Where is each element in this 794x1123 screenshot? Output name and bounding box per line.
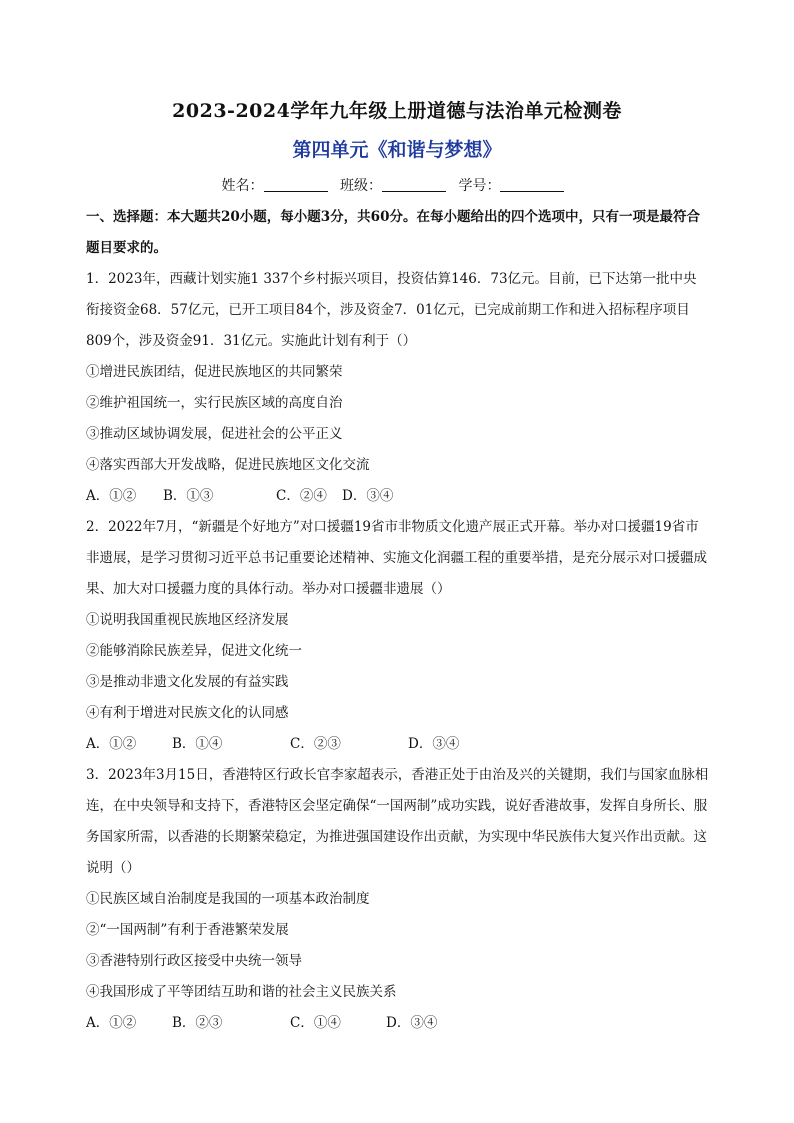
option-a: A．①② — [86, 1015, 137, 1031]
option-a: A．①② — [86, 488, 137, 504]
statement-item: ④我国形成了平等团结互助和谐的社会主义民族关系 — [86, 984, 397, 1000]
question-2 — [86, 512, 710, 760]
option-a: A．①② — [86, 736, 137, 752]
statement-item: ①增进民族团结，促进民族地区的共同繁荣 — [86, 364, 343, 380]
question-1 — [86, 264, 710, 512]
option-d: D．③④ — [386, 1015, 438, 1031]
name-label: 姓名： — [221, 178, 264, 194]
question-stem: 2．2022年7月，“新疆是个好地方”对口援疆19省市非物质文化遗产展正式开幕。举办对口援疆19省市非遗展，是学习贯彻习近平总书记重要论述精神、实施文化润疆工程的重要举措，是充分展示对口援疆成果、加大对口援疆力度的具体行动。举办对口援疆非遗展（） — [86, 519, 707, 597]
question-3 — [86, 760, 710, 1039]
class-label: 班级： — [340, 178, 382, 194]
exam-title: 2023-2024学年九年级上册道德与法治单元检测卷 — [172, 100, 622, 122]
option-d: D．③④ — [408, 736, 460, 752]
option-b: B．①③ — [163, 488, 214, 504]
section-heading: 一、选择题：本大题共20小题，每小题3分，共60分。在每小题给出的四个选项中，只有一项是最符合题目要求的。 — [86, 209, 700, 256]
statement-item: ①民族区域自治制度是我国的一项基本政治制度 — [86, 891, 370, 907]
question-stem: 3．2023年3月15日，香港特区行政长官李家超表示，香港正处于由治及兴的关键期，我们与国家血脉相连，在中央领导和支持下，香港特区会坚定确保“一国两制”成功实践，说好香港故事，发挥自身所长、服务国家所需，以香港的长期繁荣稳定，为推进强国建设作出贡献，为实现中华民族伟大复兴作出贡献。这说明（） — [86, 767, 709, 876]
statement-item: ②“一国两制”有利于香港繁荣发展 — [86, 922, 289, 938]
statement-item: ③推动区域协调发展，促进社会的公平正义 — [86, 426, 343, 442]
exam-content — [86, 202, 710, 1039]
statement-item: ④落实西部大开发战略，促进民族地区文化交流 — [86, 457, 370, 473]
option-c: C．②③ — [290, 736, 341, 752]
statement-item: ②维护祖国统一，实行民族区域的高度自治 — [86, 395, 343, 411]
option-c: C．①④ — [290, 1015, 341, 1031]
unit-subtitle: 第四单元《和谐与梦想》 — [292, 139, 502, 161]
statement-item: ②能够消除民族差异，促进文化统一 — [86, 643, 302, 659]
statement-item: ①说明我国重视民族地区经济发展 — [86, 612, 289, 628]
answer-options — [86, 481, 710, 512]
class-blank — [382, 177, 446, 192]
option-c: C．②④ — [276, 488, 327, 504]
option-d: D．③④ — [342, 488, 394, 504]
option-b: B．①④ — [172, 736, 223, 752]
option-b: B．②③ — [172, 1015, 223, 1031]
student-id-blank — [500, 177, 564, 192]
answer-options — [86, 1008, 710, 1039]
answer-options — [86, 729, 710, 760]
statement-item: ③是推动非遗文化发展的有益实践 — [86, 674, 289, 690]
statement-item: ④有利于增进对民族文化的认同感 — [86, 705, 289, 721]
name-blank — [264, 177, 328, 192]
statement-item: ③香港特别行政区接受中央统一领导 — [86, 953, 302, 969]
student-info-line — [0, 175, 794, 195]
student-id-label: 学号： — [458, 178, 501, 194]
question-stem: 1．2023年，西藏计划实施1 337个乡村振兴项目，投资估算146．73亿元。目前，已下达第一批中央衔接资金68．57亿元，已开工项目84个，涉及资金7．01亿元，已完成前期工作和进入招标程序项目809个，涉及资金91．31亿元。实施此计划有利于（） — [86, 271, 697, 349]
